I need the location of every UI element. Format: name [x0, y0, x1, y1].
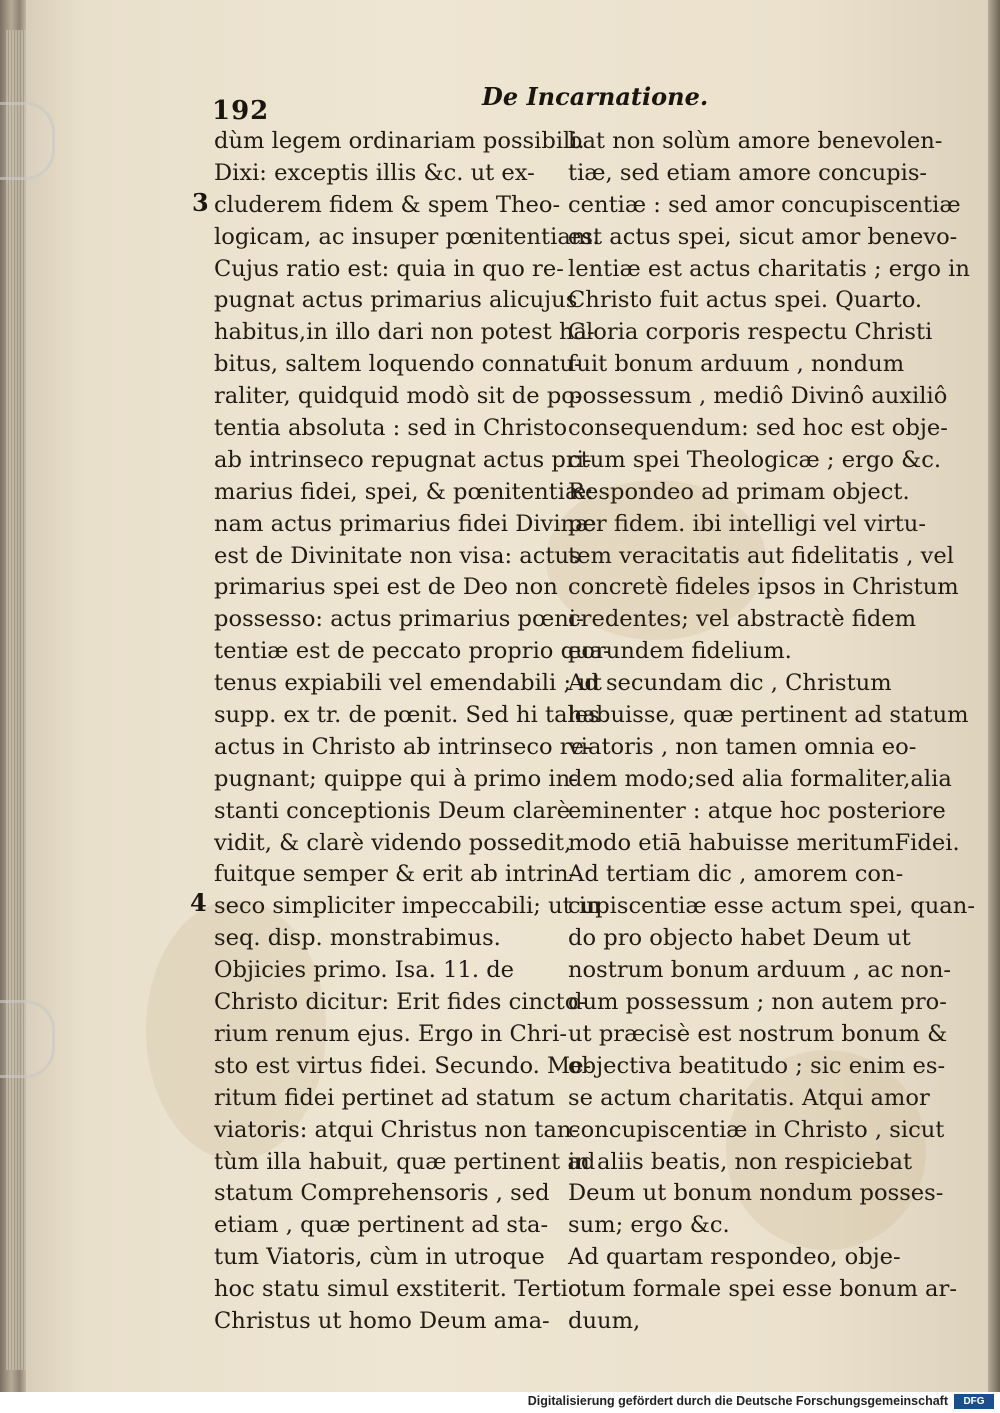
text-line: ctum spei Theologicæ ; ergo &c. — [568, 446, 942, 473]
text-line: lentiæ est actus charitatis ; ergo in — [568, 255, 970, 282]
text-line: habitus,in illo dari non potest ha- — [214, 319, 595, 346]
text-line: habuisse, quæ pertinent ad statum — [568, 702, 969, 729]
page-clip-bottom — [0, 1000, 55, 1078]
text-line: raliter, quidquid modò sit de po- — [214, 383, 583, 410]
text-line: tem veracitatis aut fidelitatis , vel — [568, 542, 954, 569]
text-line: possesso: actus primarius pœni- — [214, 606, 584, 633]
text-line: vidit, & clarè videndo possedit, — [214, 829, 572, 856]
text-line: concupiscentiæ in Christo , sicut — [568, 1116, 945, 1143]
text-line: Deum ut bonum nondum posses- — [568, 1180, 944, 1207]
text-line: ut præcisè est nostrum bonum & — [568, 1020, 948, 1047]
text-line: nostrum bonum arduum , ac non- — [568, 957, 952, 984]
text-line: Cujus ratio est: quia in quo re- — [214, 255, 564, 282]
margin-number: 4 — [190, 888, 207, 917]
funding-credit: Digitalisierung gefördert durch die Deutsche Forschungsgemeinschaft — [527, 1394, 948, 1408]
text-line: cupiscentiæ esse actum spei, quan- — [568, 893, 975, 920]
text-line: objectiva beatitudo ; sic enim es- — [568, 1052, 946, 1079]
running-title: De Incarnatione. — [482, 82, 709, 111]
text-line: consequendum: sed hoc est obje- — [568, 415, 948, 442]
text-line: tum Viatoris, cùm in utroque — [214, 1244, 545, 1271]
text-line: est de Divinitate non visa: actus — [214, 542, 581, 569]
text-line: dùm legem ordinariam possibili. — [214, 128, 585, 154]
text-line: primarius spei est de Deo non — [214, 574, 558, 601]
text-line: tenus expiabili vel emendabili ; ut — [214, 670, 602, 697]
text-line: marius fidei, spei, & pœnitentiæ: — [214, 478, 594, 505]
text-line: pugnat actus primarius alicujus — [214, 287, 578, 314]
text-line: viatoris: atqui Christus non tan- — [214, 1116, 580, 1143]
text-line: etiam , quæ pertinent ad sta- — [214, 1212, 549, 1239]
text-line: Gloria corporis respectu Christi — [568, 319, 933, 346]
text-line: in aliis beatis, non respiciebat — [568, 1148, 913, 1175]
right-text-column — [568, 126, 975, 1338]
text-line: Ad tertiam dic , amorem con- — [568, 861, 904, 888]
text-line: pugnant; quippe qui à primo in- — [214, 765, 578, 792]
text-line: ab intrinseco repugnat actus pri- — [214, 446, 592, 473]
text-line: concretè fideles ipsos in Christum — [568, 574, 959, 601]
margin-number: 3 — [192, 188, 209, 217]
text-line: Christus ut homo Deum ama- — [214, 1307, 550, 1334]
digitization-footer — [0, 1392, 1000, 1413]
text-line: rium renum ejus. Ergo in Chri- — [214, 1020, 567, 1047]
text-line: Dixi: exceptis illis &c. ut ex- — [214, 159, 535, 186]
text-line: dum possessum ; non autem pro- — [568, 989, 947, 1016]
text-line: bitus, saltem loquendo connatu- — [214, 351, 582, 378]
text-line: modo etiā habuisse meritumFidei. — [568, 829, 960, 856]
text-line: fuit bonum arduum , nondum — [568, 351, 905, 378]
text-line: tentiæ est de peccato proprio qua- — [214, 638, 611, 665]
text-line: logicam, ac insuper pœnitentiam. — [214, 223, 600, 250]
page-edge-stack — [6, 30, 26, 1370]
text-line: eorundem fidelium. — [568, 638, 792, 665]
text-line: Ad secundam dic , Christum — [568, 670, 892, 697]
text-line: cluderem fidem & spem Theo- — [214, 191, 561, 218]
text-line: nam actus primarius fidei Divinæ — [214, 510, 597, 537]
text-line: bat non solùm amore benevolen- — [568, 128, 943, 154]
page-right-edge — [988, 0, 1000, 1392]
text-line: hoc statu simul exstiterit. Tertio. — [214, 1276, 589, 1303]
book-page-edges — [0, 0, 28, 1392]
text-line: Christo dicitur: Erit fides cincto- — [214, 989, 586, 1016]
text-line: viatoris , non tamen omnia eo- — [568, 733, 917, 760]
text-line: seq. disp. monstrabimus. — [214, 925, 501, 952]
text-line: Respondeo ad primam object. — [568, 478, 910, 505]
text-line: statum Comprehensoris , sed — [214, 1180, 550, 1207]
text-line: sto est virtus fidei. Secundo. Me- — [214, 1052, 592, 1079]
text-line: per fidem. ibi intelligi vel virtu- — [568, 510, 926, 537]
text-line: sum; ergo &c. — [568, 1212, 730, 1239]
text-line: centiæ : sed amor concupiscentiæ — [568, 191, 961, 218]
text-line: tiæ, sed etiam amore concupis- — [568, 159, 928, 186]
text-line: fuitque semper & erit ab intrin- — [214, 861, 577, 888]
text-line: duum, — [568, 1307, 641, 1334]
text-line: tentia absoluta : sed in Christo — [214, 415, 568, 442]
text-line: tùm illa habuit, quæ pertinent ad — [214, 1148, 596, 1175]
dfg-logo: DFG — [954, 1394, 994, 1409]
page-number: 192 — [212, 96, 270, 126]
text-line: Objicies primo. Isa. 11. de — [214, 957, 515, 984]
text-line: eminenter : atque hoc posteriore — [568, 797, 946, 824]
text-line: credentes; vel abstractè fidem — [568, 606, 917, 633]
page-clip-top — [0, 102, 55, 180]
text-line: dem modo;sed alia formaliter,alia — [568, 765, 952, 792]
text-line: se actum charitatis. Atqui amor — [568, 1084, 930, 1111]
text-line: seco simpliciter impeccabili; ut in — [214, 893, 601, 920]
text-line: actus in Christo ab intrinseco re- — [214, 733, 592, 760]
text-line: Christo fuit actus spei. Quarto. — [568, 287, 923, 314]
text-line: supp. ex tr. de pœnit. Sed hi tales — [214, 702, 600, 729]
text-line: possessum , mediô Divinô auxiliô — [568, 383, 948, 410]
text-line: do pro objecto habet Deum ut — [568, 925, 911, 952]
text-line: est actus spei, sicut amor benevo- — [568, 223, 958, 250]
text-line: Ad quartam respondeo, obje- — [568, 1244, 901, 1271]
text-line: ctum formale spei esse bonum ar- — [568, 1276, 957, 1303]
text-line: ritum fidei pertinet ad statum — [214, 1084, 556, 1111]
text-line: stanti conceptionis Deum clarè — [214, 797, 571, 824]
